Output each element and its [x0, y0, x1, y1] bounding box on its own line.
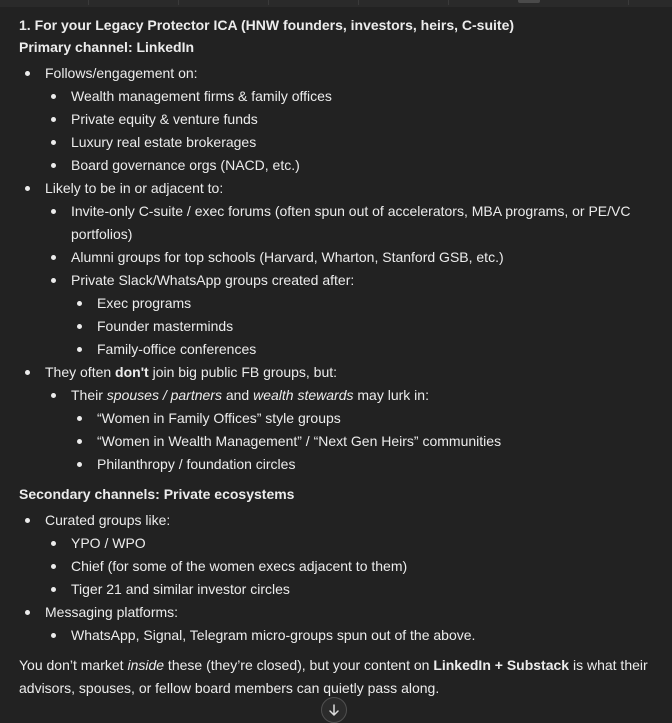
- list-item: “Women in Family Offices” style groups: [19, 407, 659, 430]
- closing-paragraph: You don’t market inside these (they’re closed), but your content on LinkedIn + Substack is what their advisors, spouses, or fellow board members can quietly pass along.: [19, 657, 648, 696]
- list-item: Private equity & venture funds: [19, 108, 659, 131]
- primary-channel-heading: Primary channel: LinkedIn: [19, 39, 195, 55]
- list-item: They often don't join big public FB groups, but:: [19, 361, 659, 384]
- list-item: Private Slack/WhatsApp groups created after:: [19, 269, 659, 292]
- scroll-to-bottom-button[interactable]: [321, 697, 347, 723]
- list-item: YPO / WPO: [19, 532, 659, 555]
- toolbar-divider: [178, 0, 179, 5]
- assistant-message: [19, 14, 659, 700]
- list-item: Alumni groups for top schools (Harvard, Wharton, Stanford GSB, etc.): [19, 246, 659, 269]
- list-item: Philanthropy / foundation circles: [19, 453, 659, 476]
- list-item: Invite-only C-suite / exec forums (often spun out of accelerators, MBA programs, or PE/VC portfolios): [19, 200, 659, 246]
- list-item: Follows/engagement on:: [19, 62, 659, 85]
- toolbar-active-indicator: [518, 0, 540, 3]
- toolbar-divider: [358, 0, 359, 5]
- list-item: WhatsApp, Signal, Telegram micro-groups spun out of the above.: [19, 624, 659, 647]
- list-item: Tiger 21 and similar investor circles: [19, 578, 659, 601]
- list-item: Founder masterminds: [19, 315, 659, 338]
- top-toolbar-strip: [0, 0, 672, 7]
- toolbar-divider: [448, 0, 449, 5]
- list-item: Exec programs: [19, 292, 659, 315]
- toolbar-divider: [268, 0, 269, 5]
- toolbar-divider: [628, 0, 629, 5]
- list-item: Family-office conferences: [19, 338, 659, 361]
- list-item: Messaging platforms:: [19, 601, 659, 624]
- section-title: 1. For your Legacy Protector ICA (HNW founders, investors, heirs, C-suite): [19, 17, 515, 33]
- list-item: Likely to be in or adjacent to:: [19, 177, 659, 200]
- arrow-down-icon: [327, 703, 341, 717]
- list-item: Luxury real estate brokerages: [19, 131, 659, 154]
- toolbar-divider: [88, 0, 89, 5]
- list-item: “Women in Wealth Management” / “Next Gen Heirs” communities: [19, 430, 659, 453]
- list-item: Their spouses / partners and wealth stewards may lurk in:: [19, 384, 659, 407]
- list-item: Wealth management firms & family offices: [19, 85, 659, 108]
- list-item: Curated groups like:: [19, 509, 659, 532]
- secondary-channel-heading: Secondary channels: Private ecosystems: [19, 486, 295, 502]
- list-item: Board governance orgs (NACD, etc.): [19, 154, 659, 177]
- list-item: Chief (for some of the women execs adjacent to them): [19, 555, 659, 578]
